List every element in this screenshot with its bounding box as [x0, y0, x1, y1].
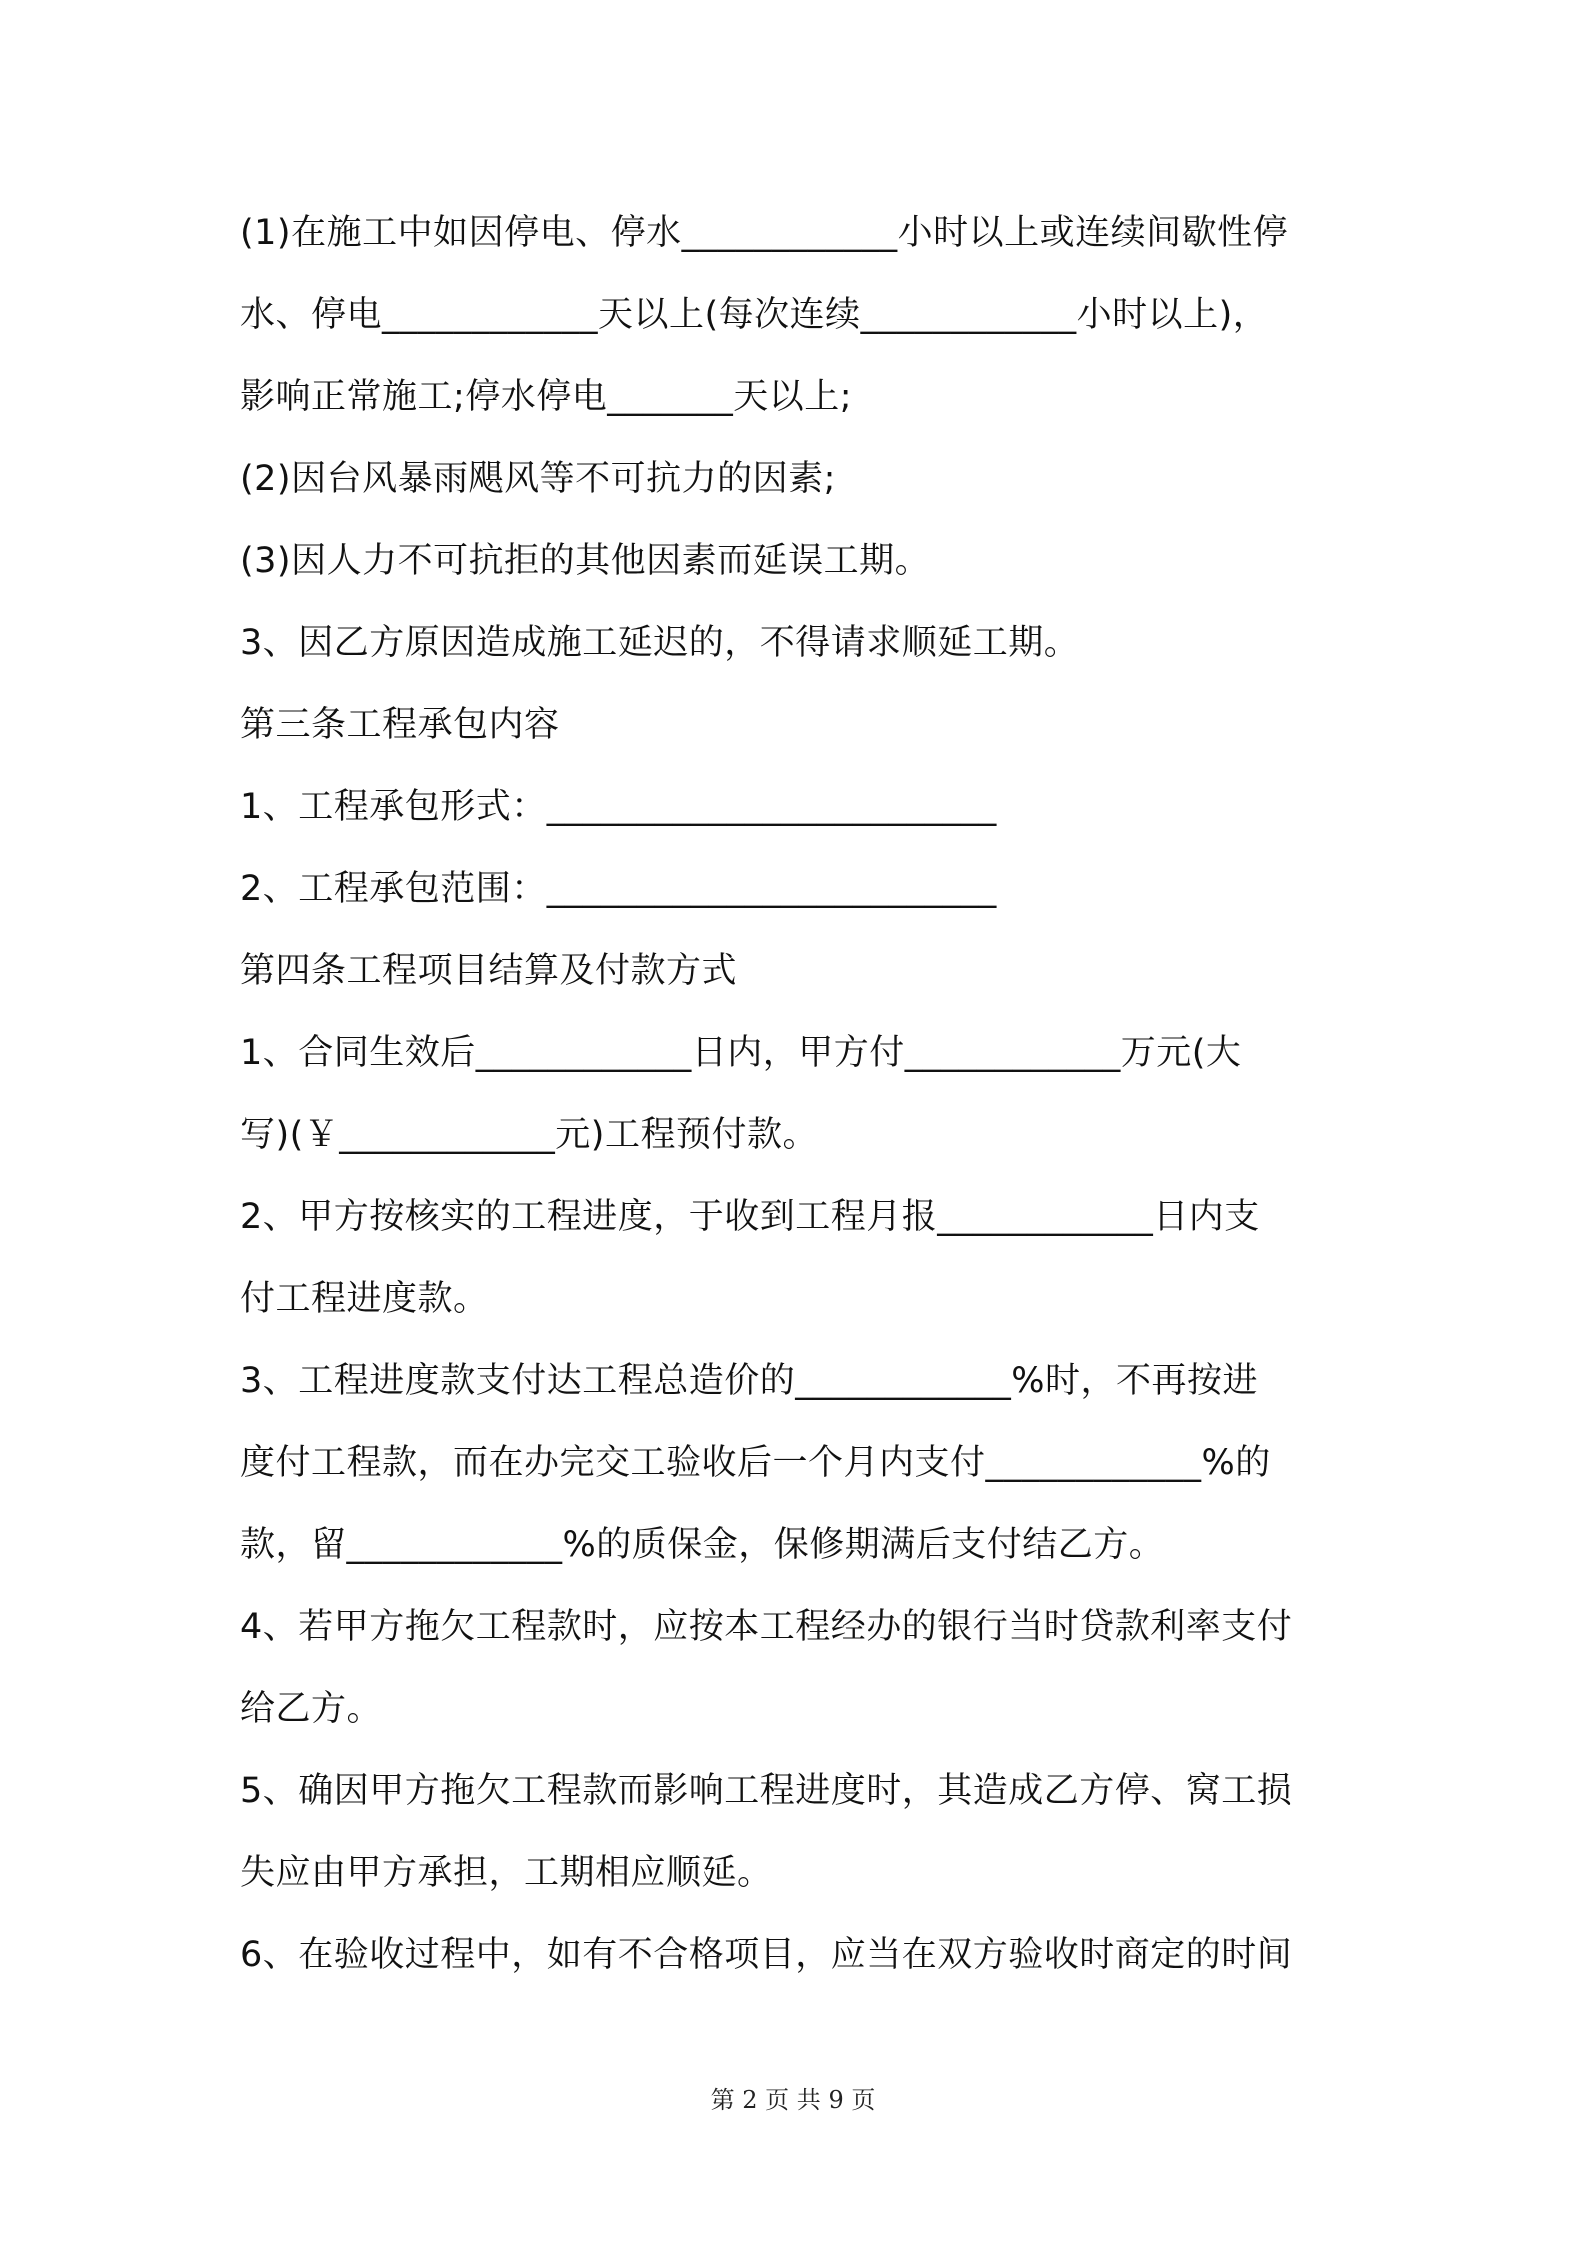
text-line: 2、甲方按核实的工程进度，于收到工程月报____________日内支: [240, 1197, 1260, 1237]
text-line: (1)在施工中如因停电、停水____________小时以上或连续间歇性停: [240, 213, 1289, 253]
text-line: 水、停电____________天以上(每次连续____________小时以上)，: [240, 295, 1269, 335]
text-line: 影响正常施工;停水停电_______天以上;: [240, 377, 853, 417]
text-line: 3、因乙方原因造成施工延迟的，不得请求顺延工期。: [240, 623, 1080, 663]
text-line: 3、工程进度款支付达工程总造价的____________%时，不再按进: [240, 1361, 1259, 1401]
section-heading: 第四条工程项目结算及付款方式: [240, 951, 738, 991]
text-line: 1、合同生效后____________日内，甲方付____________万元(大: [240, 1033, 1242, 1073]
text-line: 4、若甲方拖欠工程款时，应按本工程经办的银行当时贷款利率支付: [240, 1607, 1293, 1647]
text-line: 款，留____________%的质保金，保修期满后支付结乙方。: [240, 1525, 1165, 1565]
text-line: (2)因台风暴雨飓风等不可抗力的因素;: [240, 459, 836, 499]
document-body: [240, 192, 1360, 1996]
text-line: 1、工程承包形式：_________________________: [240, 787, 997, 827]
text-line: 5、确因甲方拖欠工程款而影响工程进度时，其造成乙方停、窝工损: [240, 1771, 1293, 1811]
text-line: 6、在验收过程中，如有不合格项目，应当在双方验收时商定的时间: [240, 1935, 1293, 1975]
text-line: 度付工程款，而在办完交工验收后一个月内支付____________%的: [240, 1443, 1271, 1483]
text-line: 给乙方。: [240, 1689, 383, 1729]
text-line: 付工程进度款。: [240, 1279, 489, 1319]
text-line: 2、工程承包范围：_________________________: [240, 869, 997, 909]
text-line: 写)(￥____________元)工程预付款。: [240, 1115, 818, 1155]
section-heading: 第三条工程承包内容: [240, 705, 560, 745]
page-number-footer: 第 2 页 共 9 页: [710, 2086, 876, 2114]
text-line: 失应由甲方承担，工期相应顺延。: [240, 1853, 773, 1893]
text-line: (3)因人力不可抗拒的其他因素而延误工期。: [240, 541, 931, 581]
